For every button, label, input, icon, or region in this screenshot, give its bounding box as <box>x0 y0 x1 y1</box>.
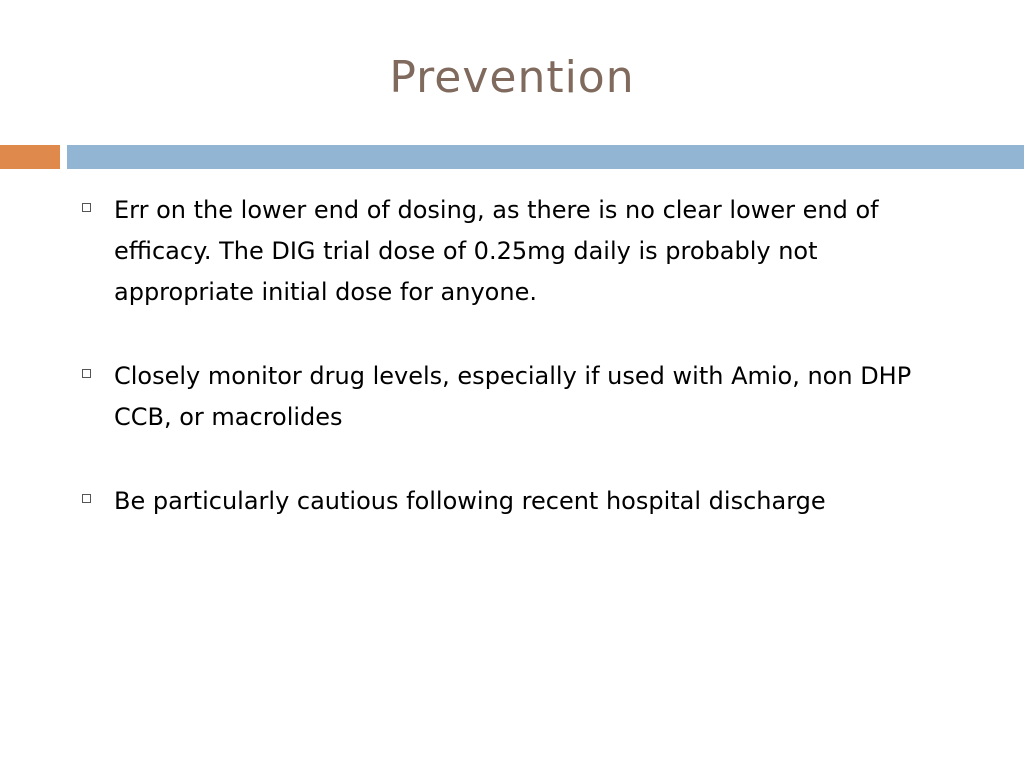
bullet-text: Closely monitor drug levels, especially if used with Amio, non DHP CCB, or macrolides <box>114 362 912 431</box>
bullet-list <box>82 190 962 565</box>
square-bullet-icon <box>82 203 91 212</box>
bullet-item <box>82 356 962 438</box>
bullet-item <box>82 190 962 313</box>
accent-bar-blue <box>67 145 1024 169</box>
slide-title: Prevention <box>389 52 635 103</box>
square-bullet-icon <box>82 369 91 378</box>
bullet-text: Err on the lower end of dosing, as there is no clear lower end of efficacy. The DIG trial dose of 0.25mg daily is probably not appropriate initial dose for anyone. <box>114 196 879 306</box>
bullet-text: Be particularly cautious following recent hospital discharge <box>114 487 826 515</box>
square-bullet-icon <box>82 494 91 503</box>
accent-bar-orange <box>0 145 60 169</box>
bullet-item <box>82 481 962 522</box>
